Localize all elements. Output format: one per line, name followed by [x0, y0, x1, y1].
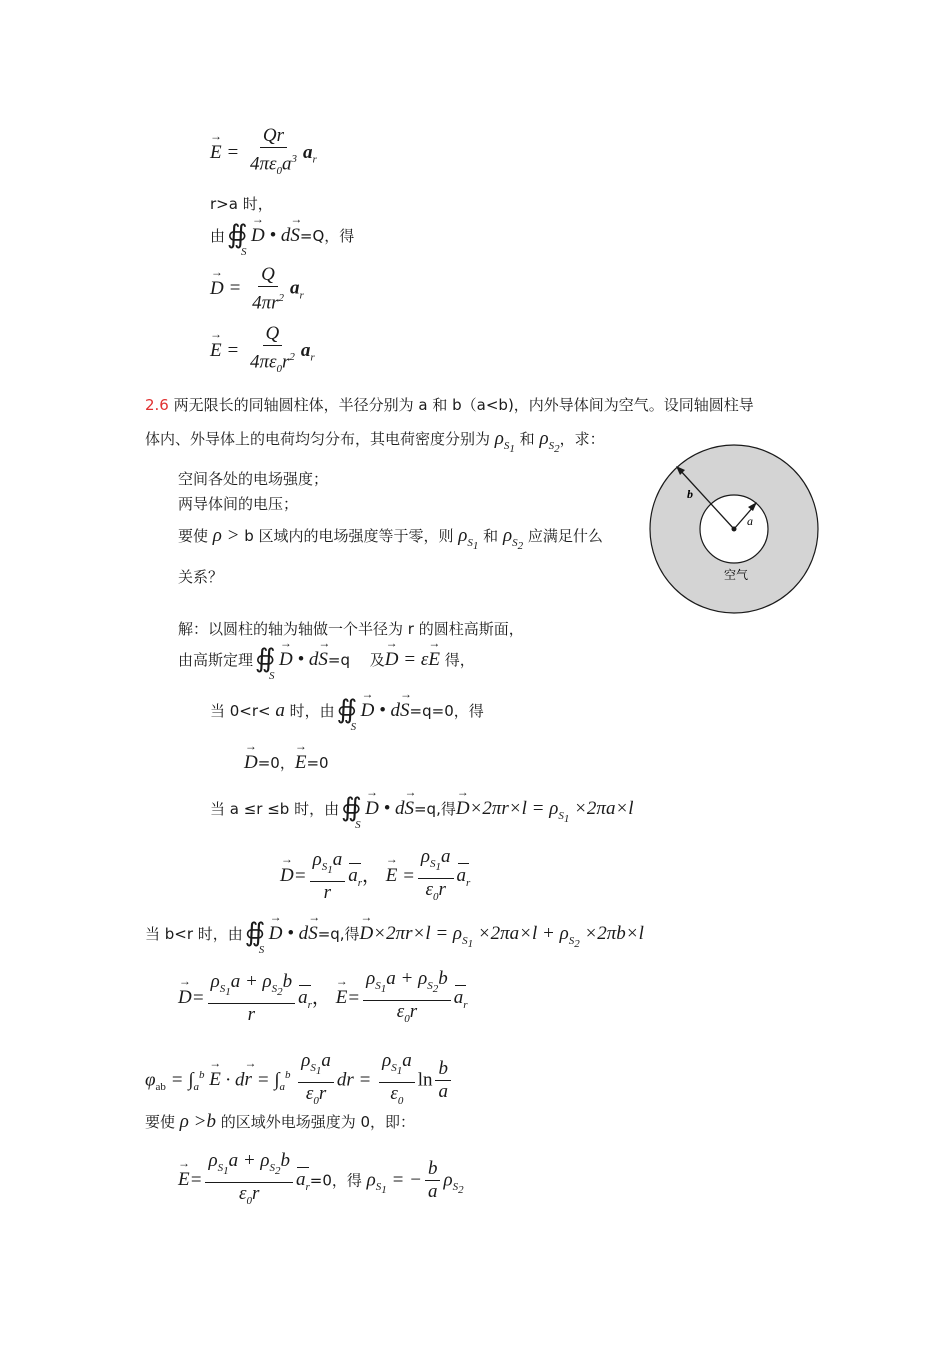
- question-1: 空间各处的电场强度；: [178, 470, 329, 488]
- eq-voltage: $\varphi_{ab} = \int_a^b \to E \cdot d\to r = \int_a^b$ $\frac{\rho_{S_1}a}{\varepsilon_0r}$ dr = $\frac{\rho_{S_1}a}{\varepsilon_0}$ ln $\frac{b}{a}$: [145, 1050, 454, 1112]
- text-r-gt-a: r>a 时，: [210, 195, 273, 213]
- label-air: 空气: [724, 568, 749, 582]
- result-inner-zero: → D=0，→ E=0: [244, 752, 329, 774]
- question-4: 关系？: [178, 568, 224, 586]
- eq-E-inside: → E = $\frac{Qr}{4\pi\varepsilon_0a^3}$ $a_r$: [210, 125, 317, 182]
- eq-D-outside: → D = $\frac{Q}{4\pi r^2}$ $a_r$: [210, 264, 304, 314]
- result-between: → D= $\frac{\rho_{S_1}a}{r}$ $a_r$， → E = $\frac{\rho_{S_1}a}{\varepsilon_0r}$ $a_r$: [280, 846, 470, 908]
- question-2: 两导体间的电压；: [178, 495, 299, 513]
- coaxial-diagram: [648, 443, 820, 615]
- label-a: a: [747, 514, 753, 528]
- problem-number: 2.6: [145, 396, 169, 414]
- eq-gauss-Q: 由 ∯ S → D • d→ S=Q，得: [210, 222, 354, 252]
- solution-gauss-law: 由高斯定理 ∯ S → D • d→ S=q 及→ D = ε→ E 得，: [178, 646, 475, 676]
- case-outer: 当 b<r 时，由 ∯ S → D • d→ S=q,得→ $D\times 2\pi r\times l = \rho_{S_1} \times 2\pi a\times l + \rho_{S_2} \times 2\pi b\times l$: [145, 920, 644, 950]
- result-outer: → D= $\frac{\rho_{S_1}a + \rho_{S_2}b}{r}$ $a_r$， → E= $\frac{\rho_{S_1}a + \rho_{S_2}b}{\varepsilon_0r}$ $a_r$: [178, 968, 467, 1030]
- eq-final-condition: → E= $\frac{\rho_{S_1}a + \rho_{S_2}b}{\varepsilon_0r}$ $a_r=0$，得 $\rho_{S_1}$ = − $\frac{b}{a}$ $\rho_{S_2}$: [178, 1150, 464, 1212]
- problem-line-1: 2.6 两无限长的同轴圆柱体，半径分别为 a 和 b（a<b)，内外导体间为空气。设同轴圆柱导: [145, 396, 754, 414]
- case-inner: 当 0<r< a 时，由 ∯ S → D • d→ S=q=0，得: [210, 697, 484, 727]
- problem-line-2: 体内、外导体上的电荷均匀分布，其电荷密度分别为 $\rho_{S_1}$ 和 $\rho_{S_2}$，求：: [145, 428, 605, 455]
- solution-line-1: 解：以圆柱的轴为轴做一个半径为 r 的圆柱高斯面，: [178, 620, 524, 638]
- case-between: 当 a ≤r ≤b 时，由 ∯ S → D • d→ S=q,得→ $D\times 2\pi r\times l = \rho_{S_1} \times 2\pi a\times l$: [210, 795, 634, 825]
- label-b: b: [687, 487, 693, 501]
- eq-E-outside: → E = $\frac{Q}{4\pi\varepsilon_0r^2}$ $a_r$: [210, 323, 315, 380]
- question-3: 要使 ρ > b 区域内的电场强度等于零，则 $\rho_{S_1}$ 和 $\rho_{S_2}$ 应满足什么: [178, 525, 603, 552]
- condition-line: 要使 ρ >b 的区域外电场强度为 0，即：: [145, 1111, 416, 1132]
